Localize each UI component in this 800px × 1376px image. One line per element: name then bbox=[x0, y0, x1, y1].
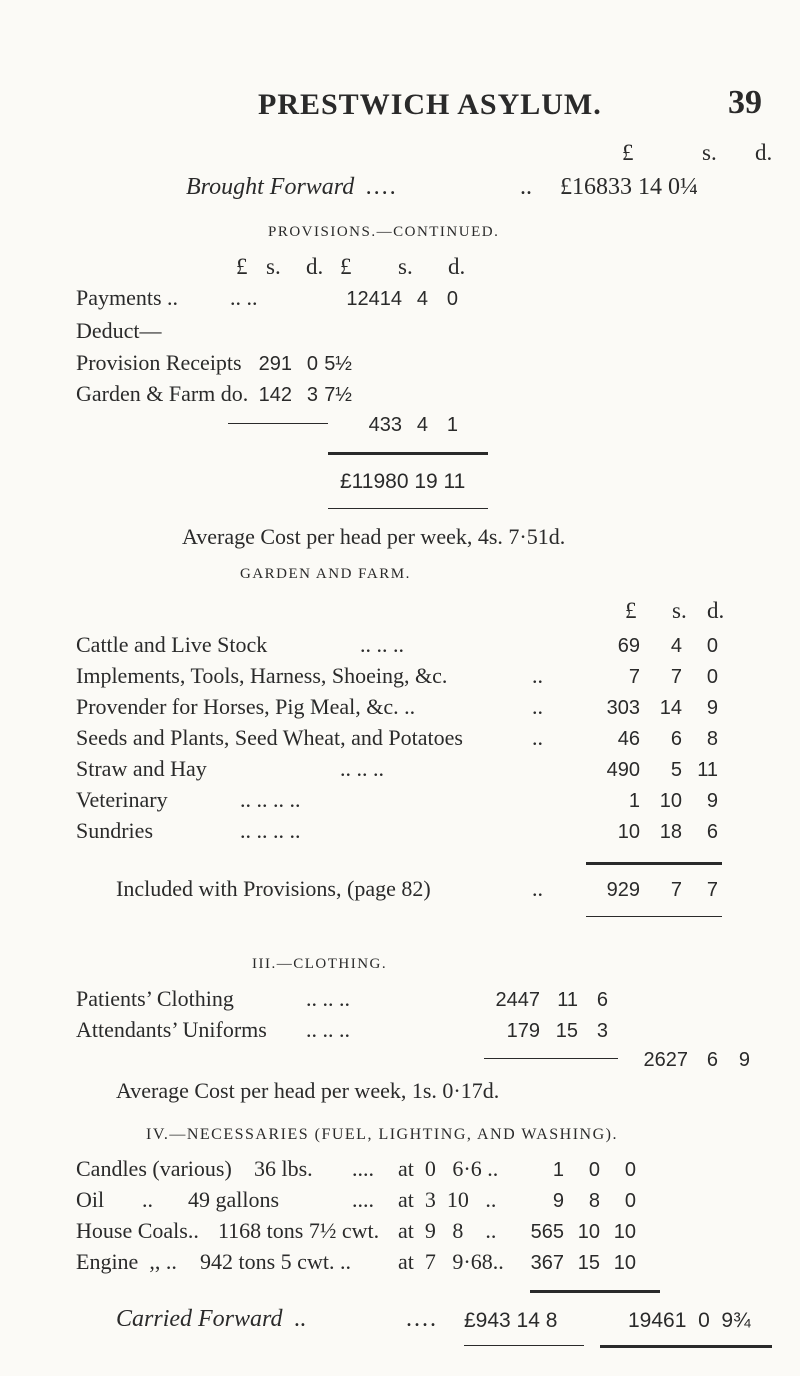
clothing-row-lead: .. .. .. bbox=[306, 1017, 350, 1042]
clothing-row-pence: 6 bbox=[596, 989, 608, 1011]
deduct-row-label: Garden & Farm do. bbox=[76, 381, 249, 406]
clothing-total-pence: 9 bbox=[738, 1049, 750, 1071]
gf-row-pence: 6 bbox=[706, 821, 718, 843]
clothing-row-lead: .. .. .. bbox=[306, 986, 350, 1011]
nec-row-item: Candles (various) bbox=[76, 1156, 232, 1181]
provisions-average: Average Cost per head per week, 4s. 7·51d. bbox=[182, 524, 566, 549]
deduct-row-pounds: 142 bbox=[258, 384, 292, 406]
nec-row-shillings: 15 bbox=[577, 1252, 600, 1274]
prov-head-2: s. bbox=[266, 254, 281, 279]
included-pounds: 929 bbox=[606, 879, 640, 901]
payments-label: Payments .. bbox=[76, 285, 179, 310]
nec-row-shillings: 0 bbox=[588, 1159, 600, 1181]
gf-row-lead: .. .. .. .. bbox=[240, 818, 301, 843]
carried-forward-amount: £943 14 8 bbox=[464, 1309, 558, 1332]
provisions-total-rule bbox=[328, 452, 488, 455]
nec-row-pence: 10 bbox=[613, 1221, 636, 1243]
provisions-total-underline bbox=[328, 508, 488, 509]
prov-head-6: d. bbox=[448, 254, 466, 279]
nec-row-shillings: 10 bbox=[577, 1221, 600, 1243]
gf-head-pence: d. bbox=[707, 598, 725, 623]
gf-row-lead: .. .. .. bbox=[360, 632, 404, 657]
deduct-row-pounds: 291 bbox=[258, 353, 292, 375]
gf-row-pence: 8 bbox=[706, 728, 718, 750]
clothing-rule bbox=[484, 1058, 618, 1059]
gf-row-pounds: 10 bbox=[617, 821, 640, 843]
nec-row-lead: .... bbox=[352, 1187, 374, 1212]
page-header-title: PRESTWICH ASYLUM. bbox=[258, 88, 602, 121]
gf-row-shillings: 14 bbox=[659, 697, 682, 719]
nec-row-pounds: 9 bbox=[552, 1190, 564, 1212]
gf-row-pence: 11 bbox=[697, 759, 718, 781]
nec-row-pounds: 565 bbox=[530, 1221, 564, 1243]
nec-row-pence: 0 bbox=[624, 1190, 636, 1212]
page-number: 39 bbox=[728, 84, 762, 121]
provisions-title: PROVISIONS.—CONTINUED. bbox=[268, 224, 500, 240]
gf-row-shillings: 6 bbox=[670, 728, 682, 750]
gf-row-shillings: 5 bbox=[670, 759, 682, 781]
clothing-total-pounds: 2627 bbox=[643, 1049, 688, 1071]
deduct-row-pence: 7½ bbox=[324, 384, 352, 406]
nec-row-item: House Coals.. bbox=[76, 1218, 199, 1243]
bf-head-shillings: s. bbox=[702, 140, 717, 165]
gf-row-label: Implements, Tools, Harness, Shoeing, &c. bbox=[76, 663, 448, 688]
nec-row-rate: at 0 6·6 .. bbox=[398, 1156, 499, 1181]
provisions-total: £11980 19 11 bbox=[340, 470, 466, 493]
clothing-row-pounds: 179 bbox=[506, 1020, 540, 1042]
gf-row-pence: 0 bbox=[706, 666, 718, 688]
payments-shillings: 4 bbox=[416, 288, 428, 310]
prov-head-1: £ bbox=[236, 254, 248, 279]
nec-row-qty: 942 tons 5 cwt. .. bbox=[200, 1249, 351, 1274]
nec-row-qty: 49 gallons bbox=[188, 1187, 280, 1212]
gf-row-shillings: 4 bbox=[670, 635, 682, 657]
deduct-total-pence: 1 bbox=[446, 414, 458, 436]
gf-row-label: Seeds and Plants, Seed Wheat, and Potatoes bbox=[76, 725, 463, 750]
carried-forward-label: Carried Forward .. bbox=[116, 1306, 307, 1332]
gf-head-shillings: s. bbox=[672, 598, 687, 623]
clothing-title: III.—CLOTHING. bbox=[252, 956, 388, 972]
deduct-row-pence: 5½ bbox=[324, 353, 352, 375]
nec-row-item-lead: .. bbox=[142, 1187, 153, 1212]
nec-row-qty: 1168 tons 7½ cwt. bbox=[218, 1218, 380, 1243]
brought-forward-amount: £16833 14 0¼ bbox=[560, 174, 698, 200]
nec-row-qty: 36 lbs. bbox=[254, 1156, 313, 1181]
bf-head-pound: £ bbox=[622, 140, 634, 165]
nec-row-rate: at 9 8 .. bbox=[398, 1218, 497, 1243]
gf-row-shillings: 18 bbox=[659, 821, 682, 843]
gf-row-pence: 0 bbox=[706, 635, 718, 657]
gf-row-pounds: 69 bbox=[617, 635, 640, 657]
gf-head-pound: £ bbox=[625, 598, 637, 623]
bf-head-pence: d. bbox=[755, 140, 773, 165]
clothing-row-label: Attendants’ Uniforms bbox=[76, 1017, 267, 1042]
nec-row-pounds: 367 bbox=[530, 1252, 564, 1274]
nec-row-pounds: 1 bbox=[552, 1159, 564, 1181]
deduct-rule bbox=[228, 423, 328, 424]
clothing-average: Average Cost per head per week, 1s. 0·17d. bbox=[116, 1078, 500, 1103]
gf-row-shillings: 10 bbox=[659, 790, 682, 812]
garden-farm-total-underline bbox=[586, 916, 722, 917]
gf-row-label: Provender for Horses, Pig Meal, &c. .. bbox=[76, 694, 416, 719]
included-pence: 7 bbox=[706, 879, 718, 901]
carried-forward-dots: .... bbox=[406, 1306, 438, 1332]
gf-row-label: Veterinary bbox=[76, 787, 168, 812]
necessaries-title: IV.—NECESSARIES (FUEL, LIGHTING, AND WASHING). bbox=[146, 1126, 618, 1143]
payments-pounds: 12414 bbox=[346, 288, 402, 310]
included-label: Included with Provisions, (page 82) bbox=[116, 876, 431, 901]
prov-head-5: s. bbox=[398, 254, 413, 279]
nec-row-item: Oil bbox=[76, 1187, 105, 1212]
carried-forward-underline bbox=[464, 1345, 584, 1346]
nec-row-item: Engine ,, .. bbox=[76, 1249, 177, 1274]
nec-row-rate: at 7 9·68.. bbox=[398, 1249, 504, 1274]
clothing-row-label: Patients’ Clothing bbox=[76, 986, 234, 1011]
payments-pence: 0 bbox=[446, 288, 458, 310]
garden-farm-title: GARDEN AND FARM. bbox=[240, 566, 411, 582]
gf-row-label: Straw and Hay bbox=[76, 756, 207, 781]
brought-forward-label: Brought Forward .... bbox=[186, 174, 399, 200]
gf-row-pounds: 46 bbox=[617, 728, 640, 750]
garden-farm-total-rule bbox=[586, 862, 722, 865]
brought-forward-lead: .. bbox=[520, 174, 532, 200]
carried-forward-grand: 19461 0 9¾ bbox=[628, 1309, 751, 1332]
gf-row-pounds: 1 bbox=[628, 790, 640, 812]
prov-head-3: d. bbox=[306, 254, 324, 279]
carried-forward-grand-underline bbox=[600, 1345, 772, 1348]
necessaries-total-rule bbox=[530, 1290, 660, 1293]
prov-head-4: £ bbox=[340, 254, 352, 279]
nec-row-shillings: 8 bbox=[588, 1190, 600, 1212]
deduct-total-shillings: 4 bbox=[416, 414, 428, 436]
included-shillings: 7 bbox=[670, 879, 682, 901]
gf-row-label: Sundries bbox=[76, 818, 153, 843]
nec-row-pence: 10 bbox=[613, 1252, 636, 1274]
gf-row-lead: .. bbox=[532, 694, 543, 719]
gf-row-lead: .. bbox=[532, 725, 543, 750]
gf-row-label: Cattle and Live Stock bbox=[76, 632, 268, 657]
clothing-row-pence: 3 bbox=[596, 1020, 608, 1042]
clothing-row-pounds: 2447 bbox=[495, 989, 540, 1011]
gf-row-pounds: 490 bbox=[606, 759, 640, 781]
deduct-total-pounds: 433 bbox=[368, 414, 402, 436]
gf-row-shillings: 7 bbox=[670, 666, 682, 688]
clothing-row-shillings: 11 bbox=[557, 989, 578, 1011]
nec-row-pence: 0 bbox=[624, 1159, 636, 1181]
gf-row-pence: 9 bbox=[706, 790, 718, 812]
deduct-row-shillings: 0 bbox=[306, 353, 318, 375]
gf-row-pence: 9 bbox=[706, 697, 718, 719]
payments-lead: .. .. bbox=[230, 285, 258, 310]
gf-row-lead: .. bbox=[532, 663, 543, 688]
deduct-label: Deduct— bbox=[76, 318, 162, 343]
nec-row-rate: at 3 10 .. bbox=[398, 1187, 497, 1212]
deduct-row-shillings: 3 bbox=[306, 384, 318, 406]
gf-row-pounds: 7 bbox=[628, 666, 640, 688]
gf-row-pounds: 303 bbox=[606, 697, 640, 719]
clothing-total-shillings: 6 bbox=[706, 1049, 718, 1071]
clothing-row-shillings: 15 bbox=[555, 1020, 578, 1042]
deduct-row-label: Provision Receipts bbox=[76, 350, 242, 375]
gf-row-lead: .. .. .. bbox=[340, 756, 384, 781]
gf-row-lead: .. .. .. .. bbox=[240, 787, 301, 812]
included-lead: .. bbox=[532, 876, 543, 901]
nec-row-lead: .... bbox=[352, 1156, 374, 1181]
